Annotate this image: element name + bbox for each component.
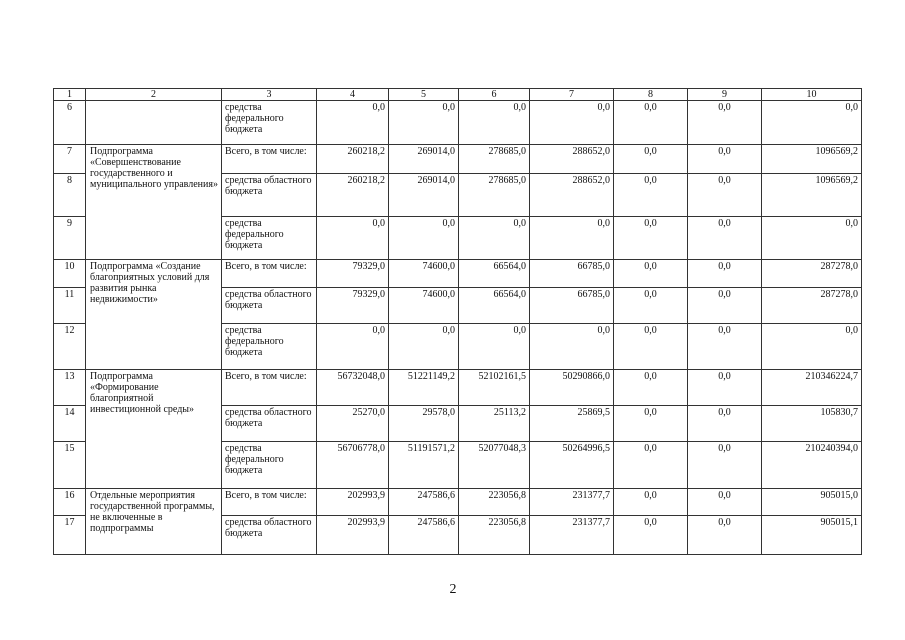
- value-cell: 66785,0: [530, 260, 614, 288]
- value-cell: 0,0: [688, 145, 762, 174]
- value-cell: 0,0: [317, 217, 389, 260]
- value-cell: 0,0: [614, 145, 688, 174]
- value-cell: 0,0: [459, 101, 530, 145]
- value-cell: 56706778,0: [317, 442, 389, 489]
- value-cell: 202993,9: [317, 516, 389, 555]
- row-number: 16: [54, 489, 86, 516]
- funding-source: средства областного бюджета: [222, 174, 317, 217]
- value-cell: 50264996,5: [530, 442, 614, 489]
- value-cell: 287278,0: [762, 288, 862, 324]
- value-cell: 56732048,0: [317, 370, 389, 406]
- value-cell: 223056,8: [459, 516, 530, 555]
- table-row: [54, 489, 862, 516]
- value-cell: 269014,0: [389, 174, 459, 217]
- value-cell: 0,0: [614, 370, 688, 406]
- value-cell: 0,0: [614, 516, 688, 555]
- value-cell: 260218,2: [317, 174, 389, 217]
- column-header: 9: [688, 89, 762, 101]
- value-cell: 0,0: [459, 217, 530, 260]
- value-cell: 79329,0: [317, 288, 389, 324]
- value-cell: 74600,0: [389, 260, 459, 288]
- value-cell: 0,0: [688, 489, 762, 516]
- value-cell: 231377,7: [530, 489, 614, 516]
- funding-source: средства областного бюджета: [222, 516, 317, 555]
- value-cell: 0,0: [688, 406, 762, 442]
- row-number: 12: [54, 324, 86, 370]
- value-cell: 0,0: [389, 101, 459, 145]
- value-cell: 0,0: [762, 324, 862, 370]
- value-cell: 66785,0: [530, 288, 614, 324]
- value-cell: 260218,2: [317, 145, 389, 174]
- funding-source: средства федерального бюджета: [222, 442, 317, 489]
- value-cell: 0,0: [614, 260, 688, 288]
- table-row: [54, 370, 862, 406]
- column-header: 10: [762, 89, 862, 101]
- value-cell: 52077048,3: [459, 442, 530, 489]
- header-row: [54, 89, 862, 101]
- program-name: Подпрограмма «Формирование благоприятной инвестиционной среды»: [86, 370, 222, 489]
- value-cell: 0,0: [688, 288, 762, 324]
- value-cell: 25270,0: [317, 406, 389, 442]
- value-cell: 79329,0: [317, 260, 389, 288]
- value-cell: 51191571,2: [389, 442, 459, 489]
- column-header: 8: [614, 89, 688, 101]
- value-cell: 223056,8: [459, 489, 530, 516]
- value-cell: 278685,0: [459, 174, 530, 217]
- program-name: Подпрограмма «Создание благоприятных условий для развития рынка недвижимости»: [86, 260, 222, 370]
- value-cell: 0,0: [530, 101, 614, 145]
- value-cell: 0,0: [688, 324, 762, 370]
- value-cell: 0,0: [459, 324, 530, 370]
- row-number: 14: [54, 406, 86, 442]
- row-number: 15: [54, 442, 86, 489]
- program-name: [86, 101, 222, 145]
- value-cell: 0,0: [317, 324, 389, 370]
- value-cell: 0,0: [389, 217, 459, 260]
- value-cell: 66564,0: [459, 288, 530, 324]
- funding-source: Всего, в том числе:: [222, 145, 317, 174]
- funding-source: средства федерального бюджета: [222, 217, 317, 260]
- value-cell: 0,0: [688, 217, 762, 260]
- value-cell: 0,0: [530, 217, 614, 260]
- value-cell: 0,0: [614, 442, 688, 489]
- value-cell: 0,0: [688, 101, 762, 145]
- table-row: [54, 101, 862, 145]
- value-cell: 278685,0: [459, 145, 530, 174]
- value-cell: 0,0: [688, 260, 762, 288]
- column-header: 7: [530, 89, 614, 101]
- table-row: [54, 260, 862, 288]
- column-header: 5: [389, 89, 459, 101]
- value-cell: 66564,0: [459, 260, 530, 288]
- value-cell: 0,0: [688, 442, 762, 489]
- row-number: 17: [54, 516, 86, 555]
- value-cell: 0,0: [762, 217, 862, 260]
- row-number: 10: [54, 260, 86, 288]
- row-number: 9: [54, 217, 86, 260]
- row-number: 8: [54, 174, 86, 217]
- value-cell: 0,0: [688, 174, 762, 217]
- program-name: Отдельные мероприятия государственной программы, не включенные в подпрограммы: [86, 489, 222, 555]
- row-number: 6: [54, 101, 86, 145]
- row-number: 13: [54, 370, 86, 406]
- value-cell: 0,0: [688, 516, 762, 555]
- value-cell: 0,0: [762, 101, 862, 145]
- funding-source: средства областного бюджета: [222, 406, 317, 442]
- value-cell: 247586,6: [389, 489, 459, 516]
- funding-source: Всего, в том числе:: [222, 260, 317, 288]
- funding-source: Всего, в том числе:: [222, 370, 317, 406]
- column-header: 2: [86, 89, 222, 101]
- value-cell: 1096569,2: [762, 145, 862, 174]
- program-name: Подпрограмма «Совершенствование государственного и муниципального управления»: [86, 145, 222, 260]
- value-cell: 29578,0: [389, 406, 459, 442]
- funding-source: средства федерального бюджета: [222, 101, 317, 145]
- value-cell: 210346224,7: [762, 370, 862, 406]
- column-header: 6: [459, 89, 530, 101]
- value-cell: 52102161,5: [459, 370, 530, 406]
- value-cell: 25869,5: [530, 406, 614, 442]
- funding-source: Всего, в том числе:: [222, 489, 317, 516]
- budget-table: [53, 88, 862, 555]
- funding-source: средства областного бюджета: [222, 288, 317, 324]
- value-cell: 25113,2: [459, 406, 530, 442]
- row-number: 11: [54, 288, 86, 324]
- funding-source: средства федерального бюджета: [222, 324, 317, 370]
- row-number: 7: [54, 145, 86, 174]
- value-cell: 247586,6: [389, 516, 459, 555]
- value-cell: 0,0: [317, 101, 389, 145]
- value-cell: 74600,0: [389, 288, 459, 324]
- value-cell: 50290866,0: [530, 370, 614, 406]
- value-cell: 287278,0: [762, 260, 862, 288]
- column-header: 1: [54, 89, 86, 101]
- column-header: 3: [222, 89, 317, 101]
- value-cell: 51221149,2: [389, 370, 459, 406]
- value-cell: 905015,1: [762, 516, 862, 555]
- value-cell: 905015,0: [762, 489, 862, 516]
- value-cell: 202993,9: [317, 489, 389, 516]
- value-cell: 1096569,2: [762, 174, 862, 217]
- value-cell: 0,0: [614, 406, 688, 442]
- value-cell: 210240394,0: [762, 442, 862, 489]
- page-number: 2: [449, 582, 457, 597]
- value-cell: 0,0: [389, 324, 459, 370]
- table-body: [54, 89, 862, 555]
- value-cell: 0,0: [614, 288, 688, 324]
- value-cell: 0,0: [614, 174, 688, 217]
- value-cell: 0,0: [614, 217, 688, 260]
- value-cell: 269014,0: [389, 145, 459, 174]
- column-header: 4: [317, 89, 389, 101]
- value-cell: 0,0: [614, 101, 688, 145]
- value-cell: 0,0: [614, 489, 688, 516]
- value-cell: 105830,7: [762, 406, 862, 442]
- value-cell: 0,0: [530, 324, 614, 370]
- value-cell: 0,0: [614, 324, 688, 370]
- value-cell: 288652,0: [530, 145, 614, 174]
- table-row: [54, 145, 862, 174]
- value-cell: 231377,7: [530, 516, 614, 555]
- value-cell: 0,0: [688, 370, 762, 406]
- value-cell: 288652,0: [530, 174, 614, 217]
